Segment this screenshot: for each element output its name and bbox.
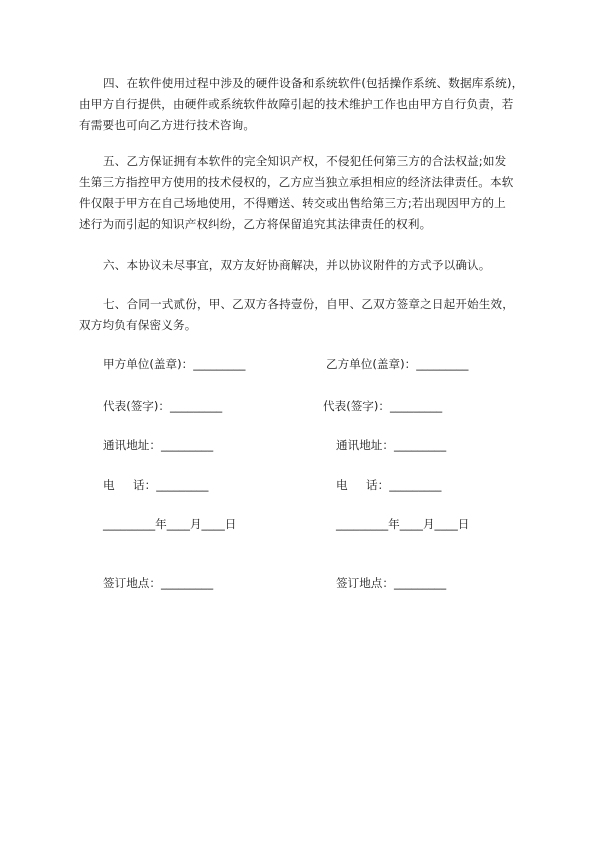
clause-5-paragraph (79, 151, 523, 235)
clause-line: 双方均负有保密义务。 (79, 318, 197, 332)
clause-line: 件仅限于甲方在自己场地使用，不得赠送、转交或出售给第三方;若出现因甲方的上 (79, 196, 506, 210)
clause-line: 四、在软件使用过程中涉及的硬件设备和系统软件(包括操作系统、数据库系统)， (103, 76, 524, 90)
party-b-signing-place-field[interactable]: 签订地点：_________ (336, 576, 447, 590)
party-a-representative-field[interactable]: 代表(签字)：_________ (103, 399, 223, 413)
party-a-signing-place-field[interactable]: 签订地点：_________ (103, 576, 214, 590)
party-b-address-field[interactable]: 通讯地址：_________ (336, 438, 447, 452)
party-b-phone-field[interactable]: 电 话：_________ (336, 478, 442, 492)
clause-line: 六、本协议未尽事宜，双方友好协商解决，并以协议附件的方式予以确认。 (103, 258, 491, 272)
party-a-unit-field[interactable]: 甲方单位(盖章)：_________ (103, 357, 246, 371)
clause-line: 有需要也可向乙方进行技术咨询。 (79, 118, 256, 132)
party-a-phone-field[interactable]: 电 话：_________ (103, 478, 209, 492)
clause-line: 由甲方自行提供，由硬件或系统软件故障引起的技术维护工作也由甲方自行负责，若 (79, 97, 514, 111)
party-b-unit-field[interactable]: 乙方单位(盖章)：_________ (326, 357, 469, 371)
party-a-date-field[interactable]: _________年____月____日 (103, 517, 237, 531)
clause-line: 述行为而引起的知识产权纠纷，乙方将保留追究其法律责任的权利。 (79, 217, 432, 231)
clause-line: 七、合同一式贰份，甲、乙双方各持壹份，自甲、乙双方签章之日起开始生效， (103, 297, 515, 311)
clause-line: 生第三方指控甲方使用的技术侵权的，乙方应当独立承担相应的经济法律责任。本软 (79, 175, 514, 189)
party-a-address-field[interactable]: 通讯地址：_________ (103, 438, 214, 452)
clause-line: 五、乙方保证拥有本软件的完全知识产权，不侵犯任何第三方的合法权益;如发 (103, 154, 507, 168)
party-b-representative-field[interactable]: 代表(签字)：_________ (323, 399, 443, 413)
clause-6-paragraph (79, 255, 523, 276)
clause-7-paragraph (79, 294, 523, 336)
clause-4-paragraph (79, 73, 523, 136)
party-b-date-field[interactable]: _________年____月____日 (336, 517, 470, 531)
